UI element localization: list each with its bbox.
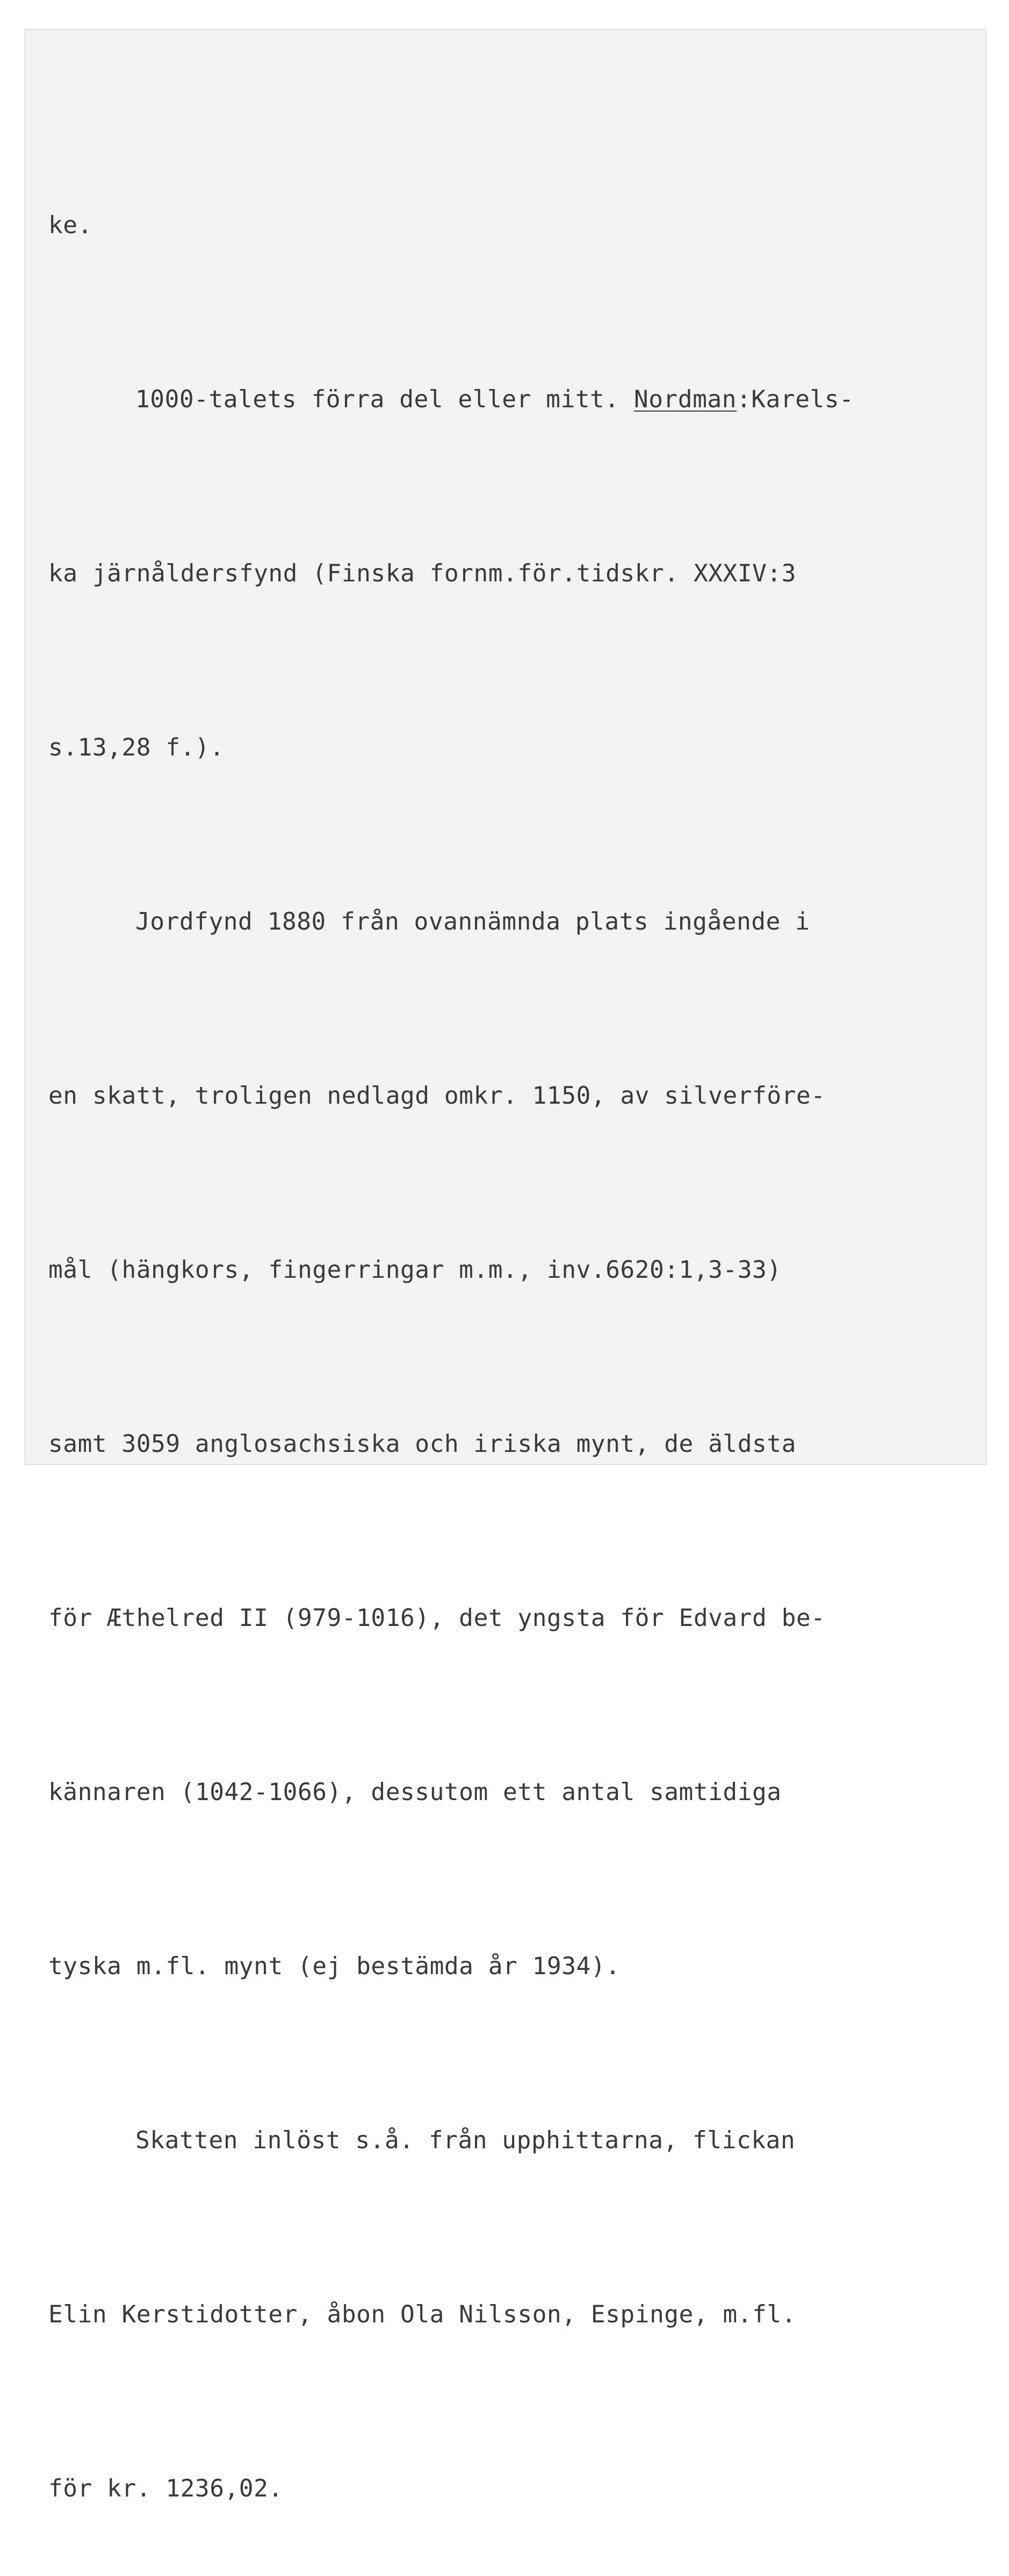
text-line: mål (hängkors, fingerringar m.m., inv.6620:1,3-33) [48,1256,782,1284]
typed-text-body [48,81,962,2576]
text-line: kännaren (1042-1066), dessutom ett antal samtidiga [48,1779,782,1806]
text-line: ke. [48,212,92,239]
text-segment: :Karels- [736,386,854,413]
text-line: en skatt, troligen nedlagd omkr. 1150, av silverföre- [48,1082,826,1110]
text-line: samt 3059 anglosachsiska och iriska mynt, de äldsta [48,1430,796,1458]
text-line: för Æthelred II (979-1016), det yngsta för Edvard be- [48,1604,826,1632]
text-line: Skatten inlöst s.å. från upphittarna, flickan [135,2127,796,2154]
text-line: s.13,28 f.). [48,734,225,761]
underlined-author: Nordman [633,386,737,413]
text-line: tyska m.fl. mynt (ej bestämda år 1934). [48,1953,621,1980]
text-line: för kr. 1236,02. [48,2475,283,2502]
text-line: Elin Kerstidotter, åbon Ola Nilsson, Espinge, m.fl. [48,2301,796,2328]
text-line [48,371,962,429]
text-line: Jordfynd 1880 från ovannämnda plats ingående i [135,908,810,936]
text-line: ka järnåldersfynd (Finska fornm.för.tidskr. XXXIV:3 [48,560,796,587]
text-segment: 1000-talets förra del eller mitt. [135,386,634,413]
